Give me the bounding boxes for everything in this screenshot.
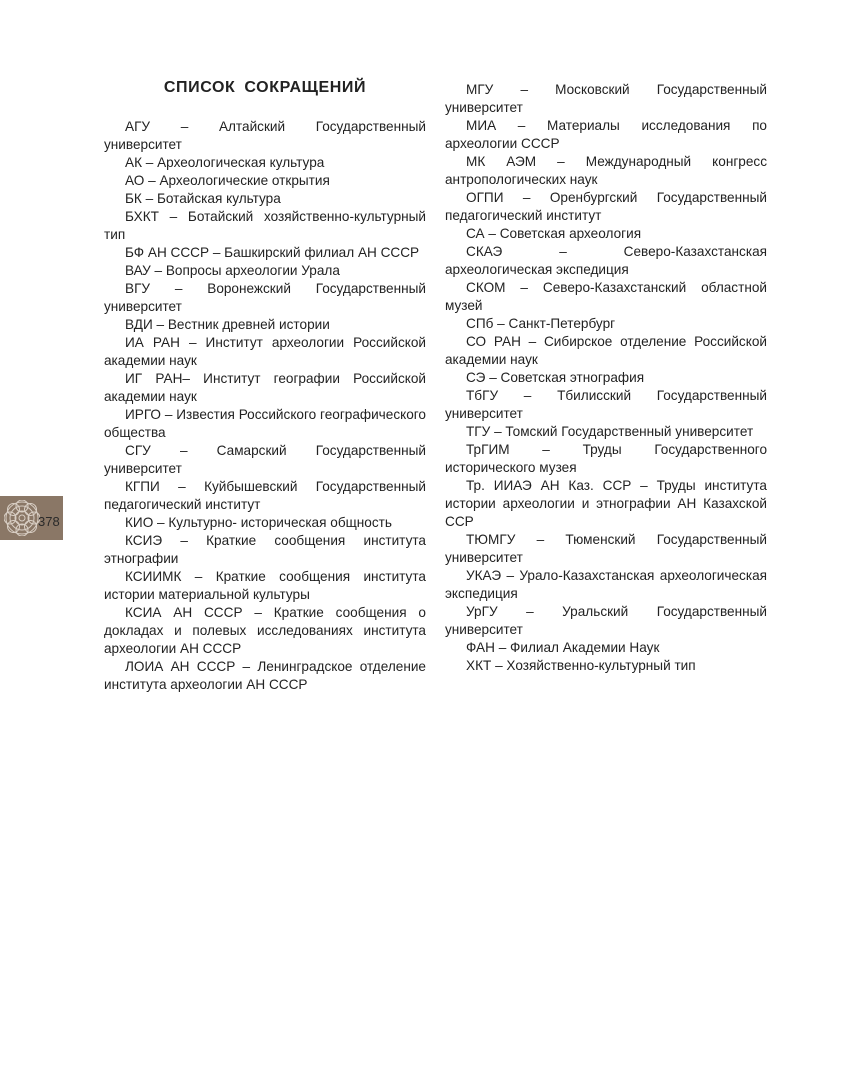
rosette-ornament-icon — [4, 500, 40, 536]
abbreviation-entry: УрГУ – Уральский Государственный университет — [445, 604, 767, 637]
abbreviation-entry: АК – Археологическая культура — [125, 155, 325, 170]
abbreviation-entry: ФАН – Филиал Академии Наук — [466, 640, 660, 655]
abbreviation-entry: СГУ – Самарский Государственный университет — [104, 443, 426, 476]
abbreviation-entry: СПб – Санкт-Петербург — [466, 316, 616, 331]
abbreviation-entry: ВГУ – Воронежский Государственный университет — [104, 281, 426, 314]
abbreviation-entry: Тр. ИИАЭ АН Каз. ССР – Труды института истории археологии и этнографии АН Казахской ССР — [445, 478, 767, 529]
abbreviation-entry: СКАЭ – Северо-Казахстанская археологическая экспедиция — [445, 244, 767, 277]
abbreviation-entry: ВАУ – Вопросы археологии Урала — [125, 263, 340, 278]
abbreviation-entry: БК – Ботайская культура — [125, 191, 281, 206]
abbreviation-entry: МК АЭМ – Международный конгресс антропологических наук — [445, 154, 767, 187]
abbreviations-right-column — [445, 81, 767, 675]
abbreviation-entry: ИРГО – Известия Российского географического общества — [104, 407, 426, 440]
abbreviation-entry: АГУ – Алтайский Государственный университет — [104, 119, 426, 152]
abbreviation-entry: ОГПИ – Оренбургский Государственный педагогический институт — [445, 190, 767, 223]
abbreviation-entry: ТбГУ – Тбилисский Государственный университет — [445, 388, 767, 421]
abbreviation-entry: КСИЭ – Краткие сообщения института этнографии — [104, 533, 426, 566]
abbreviation-entry: ХКТ – Хозяйственно-культурный тип — [466, 658, 696, 673]
abbreviation-entry: БХКТ – Ботайский хозяйственно-культурный тип — [104, 209, 426, 242]
abbreviation-entry: СО РАН – Сибирское отделение Российской академии наук — [445, 334, 767, 367]
abbreviation-entry: СКОМ – Северо-Казахстанский областной музей — [445, 280, 767, 313]
abbreviation-entry: ТЮМГУ – Тюменский Государственный университет — [445, 532, 767, 565]
abbreviation-entry: МИА – Материалы исследования по археологии СССР — [445, 118, 767, 151]
page-title: СПИСОК СОКРАЩЕНИЙ — [163, 79, 367, 96]
abbreviation-entry: УКАЭ – Урало-Казахстанская археологическая экспедиция — [445, 568, 767, 601]
abbreviation-entry: ЛОИА АН СССР – Ленинградское отделение института археологии АН СССР — [104, 659, 426, 692]
abbreviation-entry: ИА РАН – Институт археологии Российской академии наук — [104, 335, 426, 368]
abbreviation-entry: КСИИМК – Краткие сообщения института истории материальной культуры — [104, 569, 426, 602]
abbreviation-entry: КГПИ – Куйбышевский Государственный педагогический институт — [104, 479, 426, 512]
page-number: 378 — [38, 514, 60, 529]
abbreviation-entry: КИО – Культурно- историческая общность — [125, 515, 392, 530]
abbreviation-entry: КСИА АН СССР – Краткие сообщения о докладах и полевых исследованиях института археологии АН СССР — [104, 605, 426, 656]
abbreviation-entry: ТГУ – Томский Государственный университет — [466, 424, 754, 439]
abbreviations-left-column — [104, 118, 426, 694]
abbreviation-entry: МГУ – Московский Государственный университет — [445, 82, 767, 115]
abbreviation-entry: ТрГИМ – Труды Государственного исторического музея — [445, 442, 767, 475]
abbreviation-entry: СА – Советская археология — [466, 226, 642, 241]
abbreviation-entry: СЭ – Советская этнография — [466, 370, 645, 385]
abbreviation-entry: БФ АН СССР – Башкирский филиал АН СССР — [125, 245, 420, 260]
abbreviation-entry: АО – Археологические открытия — [125, 173, 330, 188]
abbreviation-entry: ИГ РАН– Институт географии Российской академии наук — [104, 371, 426, 404]
abbreviation-entry: ВДИ – Вестник древней истории — [125, 317, 330, 332]
